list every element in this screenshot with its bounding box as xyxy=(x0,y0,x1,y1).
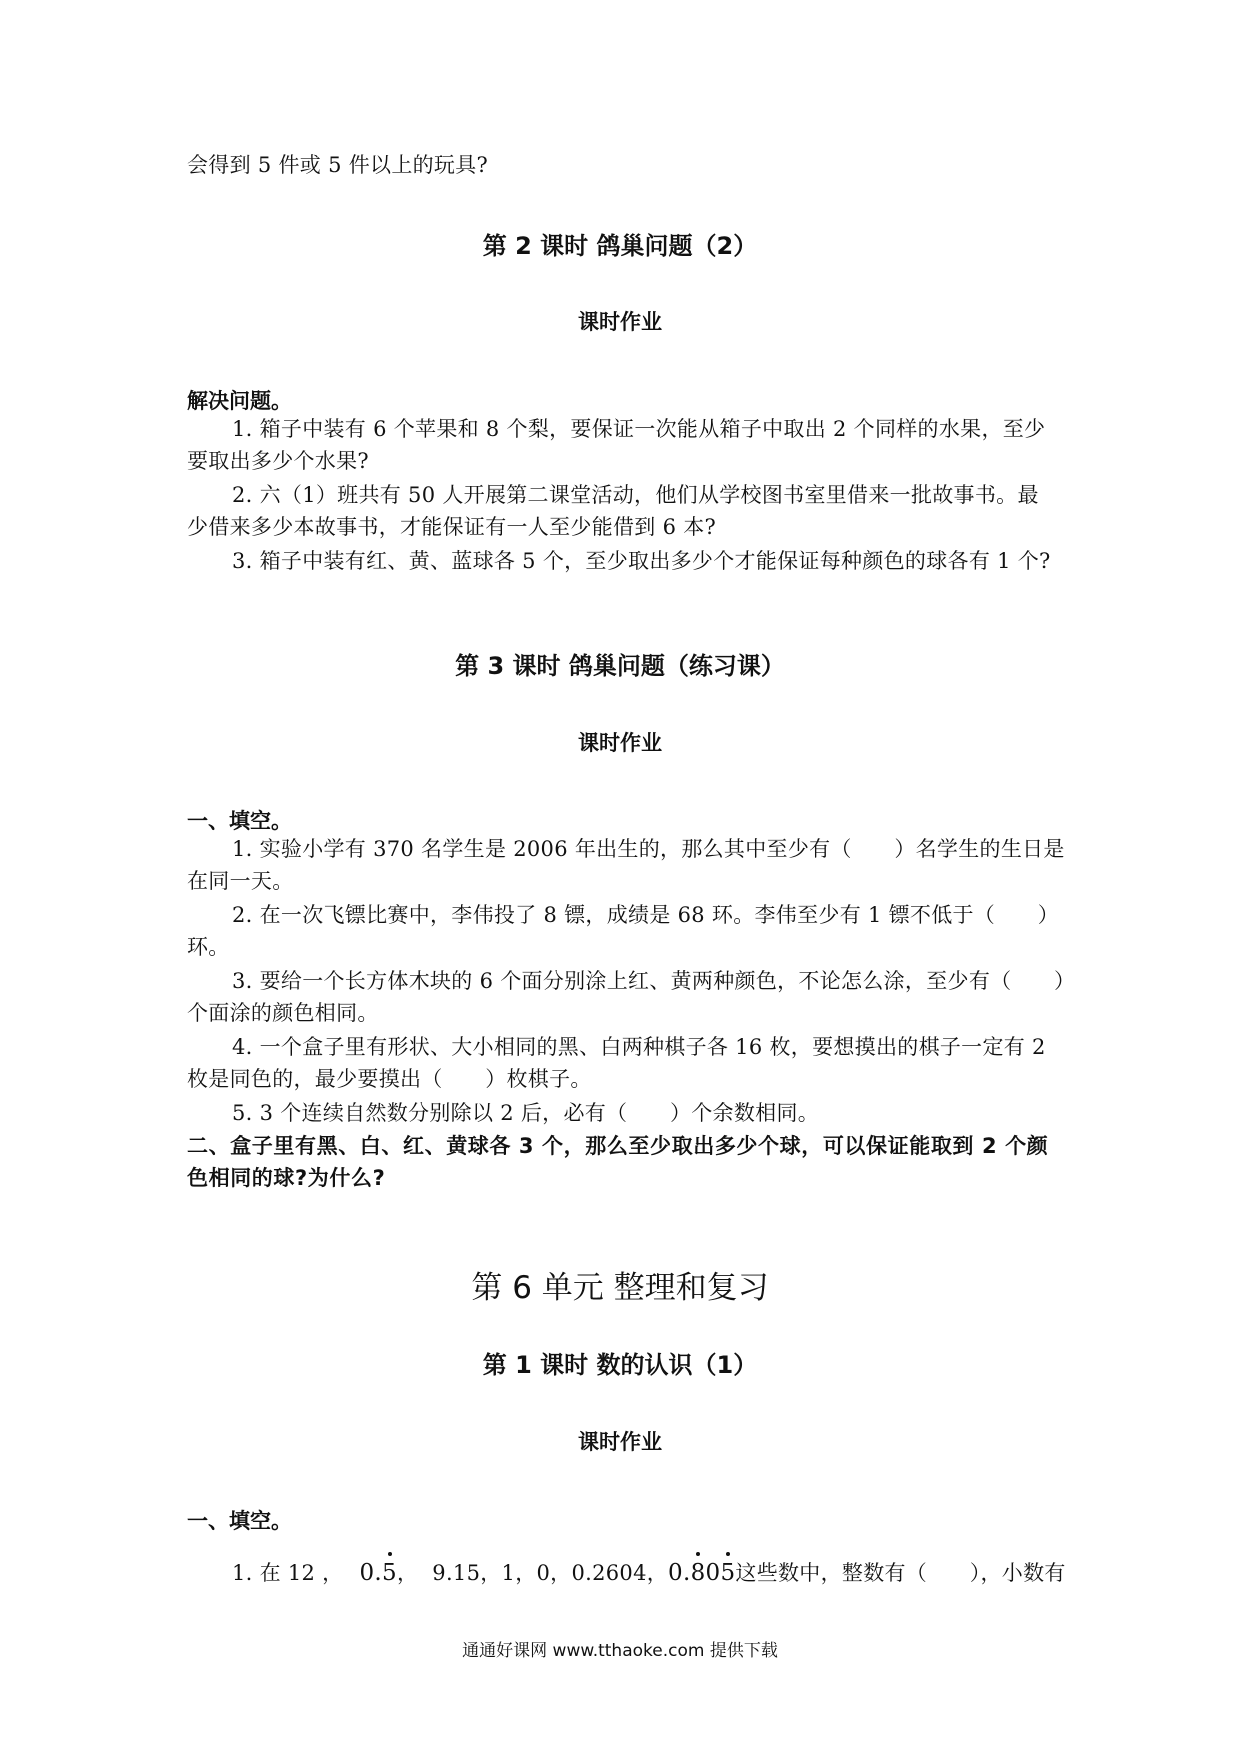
lesson2-homework-heading: 课时作业 xyxy=(578,310,662,334)
lesson2-title: 第 2 课时 鸽巢问题（2） xyxy=(482,232,758,260)
repeating-digit-2-start-value: 8 xyxy=(690,1560,706,1586)
lesson2-question-2-line-1: 2. 六（1）班共有 50 人开展第二课堂活动，他们从学校图书室里借来一批故事书。最 xyxy=(232,483,1039,507)
repeating-decimal-1-whole: 0. xyxy=(359,1560,383,1586)
repeating-digit-2-end-value: 5 xyxy=(720,1560,736,1586)
repeating-digit-2-end xyxy=(720,1558,735,1588)
unit6-section-heading: 一、填空。 xyxy=(187,1509,292,1533)
lesson3-fill-2-line-1: 2. 在一次飞镖比赛中，李伟投了 8 镖，成绩是 68 环。李伟至少有 1 镖不低于（ ） xyxy=(232,903,1060,927)
lesson3-section-2-line-2: 色相同的球?为什么? xyxy=(187,1166,386,1190)
repeating-digit-1-value: 5 xyxy=(382,1560,397,1586)
unit6-lesson1-title: 第 1 课时 数的认识（1） xyxy=(482,1351,758,1379)
repeating-decimal-2 xyxy=(668,1560,735,1586)
repeat-dot xyxy=(726,1552,730,1556)
repeating-digit-2-middle: 0 xyxy=(705,1560,721,1586)
lesson3-fill-4-line-1: 4. 一个盒子里有形状、大小相同的黑、白两种棋子各 16 枚，要想摸出的棋子一定有 2 xyxy=(232,1035,1046,1059)
lesson3-fill-1-line-2: 在同一天。 xyxy=(187,869,294,893)
repeat-dot xyxy=(388,1552,392,1556)
repeat-dot xyxy=(696,1552,700,1556)
repeating-decimal-2-whole: 0. xyxy=(668,1560,691,1586)
unit6-question-1 xyxy=(232,1558,1066,1588)
lesson3-title: 第 3 课时 鸽巢问题（练习课） xyxy=(455,652,785,680)
unit6-q1-separator: ， xyxy=(396,1561,419,1585)
repeating-digit-2-start xyxy=(691,1558,706,1588)
page-footer: 通通好课网 www.tthaoke.com 提供下载 xyxy=(462,1641,778,1661)
lesson2-question-2-line-2: 少借来多少本故事书，才能保证有一人至少能借到 6 本? xyxy=(187,515,717,539)
lesson2-question-1-line-1: 1. 箱子中装有 6 个苹果和 8 个梨，要保证一次能从箱子中取出 2 个同样的水果，至少 xyxy=(232,417,1046,441)
lesson2-section-heading: 解决问题。 xyxy=(187,389,292,413)
lesson3-section-1-heading: 一、填空。 xyxy=(187,809,292,833)
unit6-q1-middle: 9.15，1，0，0.2604， xyxy=(432,1561,669,1585)
lesson3-fill-2-line-2: 环。 xyxy=(187,935,230,959)
lesson3-fill-4-line-2: 枚是同色的，最少要摸出（ ）枚棋子。 xyxy=(187,1067,592,1091)
lesson3-fill-5: 5. 3 个连续自然数分别除以 2 后，必有（ ）个余数相同。 xyxy=(232,1101,820,1125)
lesson3-section-2-line-1: 二、盒子里有黑、白、红、黄球各 3 个，那么至少取出多少个球，可以保证能取到 2 个颜 xyxy=(187,1134,1049,1158)
continuation-text: 会得到 5 件或 5 件以上的玩具? xyxy=(187,153,489,177)
unit6-q1-suffix: 这些数中，整数有（ ），小数有 xyxy=(735,1561,1066,1585)
lesson3-fill-1-line-1: 1. 实验小学有 370 名学生是 2006 年出生的，那么其中至少有（ ）名学生的生日是 xyxy=(232,837,1065,861)
lesson3-fill-3-line-1: 3. 要给一个长方体木块的 6 个面分别涂上红、黄两种颜色，不论怎么涂，至少有（ ） xyxy=(232,969,1076,993)
repeating-digit-1 xyxy=(382,1558,397,1588)
lesson2-question-3: 3. 箱子中装有红、黄、蓝球各 5 个，至少取出多少个才能保证每种颜色的球各有 1 个? xyxy=(232,549,1051,573)
unit6-homework-heading: 课时作业 xyxy=(578,1430,662,1454)
unit6-q1-prefix: 1. 在 12 ， xyxy=(232,1561,344,1585)
repeating-decimal-1 xyxy=(359,1560,396,1586)
lesson2-question-1-line-2: 要取出多少个水果? xyxy=(187,449,369,473)
lesson3-fill-3-line-2: 个面涂的颜色相同。 xyxy=(187,1001,379,1025)
lesson3-homework-heading: 课时作业 xyxy=(578,731,662,755)
unit6-title: 第 6 单元 整理和复习 xyxy=(471,1270,769,1306)
